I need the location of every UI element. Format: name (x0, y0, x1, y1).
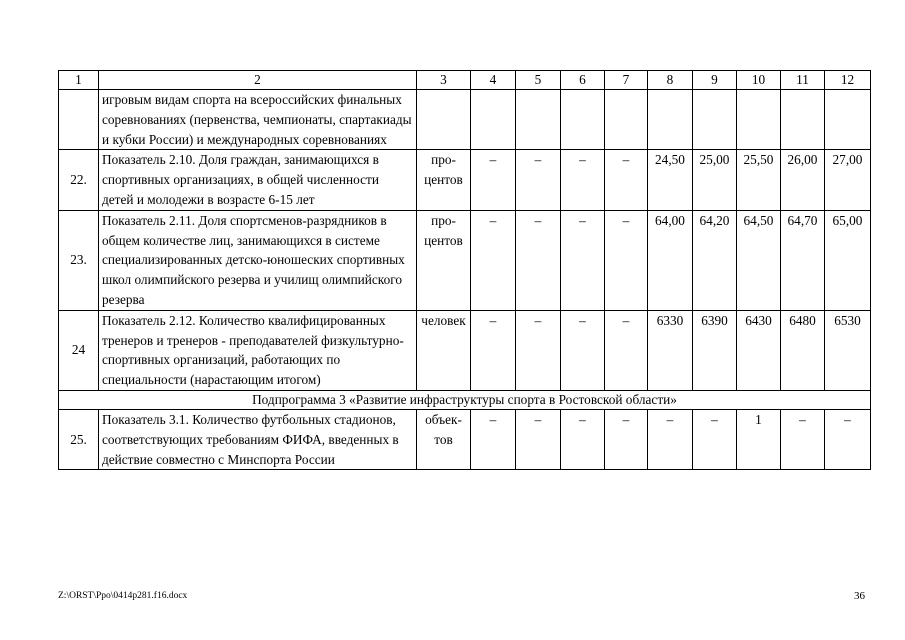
value-cell: – (605, 210, 648, 310)
value-cell: 64,50 (737, 210, 781, 310)
value-cell: 24,50 (648, 150, 693, 210)
value-cell: – (781, 409, 825, 469)
indicator-text: Показатель 2.10. Доля граждан, занимающихся в спортивных организациях, в общей численности детей и молодежи в возрасте 6-15 лет (99, 150, 417, 210)
value-cell: 6330 (648, 310, 693, 390)
table-row (59, 310, 871, 390)
value-cell (605, 90, 648, 150)
value-cell: – (471, 150, 516, 210)
value-cell (561, 90, 605, 150)
row-number: 23. (59, 210, 99, 310)
header-row (59, 71, 871, 90)
value-cell: – (605, 150, 648, 210)
value-cell: 25,50 (737, 150, 781, 210)
value-cell: – (471, 310, 516, 390)
value-cell: 64,20 (693, 210, 737, 310)
value-cell: 6480 (781, 310, 825, 390)
unit-cell: про-центов (417, 210, 471, 310)
value-cell: – (605, 409, 648, 469)
table-row (59, 90, 871, 150)
subprogram-title: Подпрограмма 3 «Развитие инфраструктуры спорта в Ростовской области» (59, 390, 871, 409)
file-path: Z:\ORST\Ppo\0414p281.f16.docx (58, 591, 188, 601)
header-cell: 2 (99, 71, 417, 90)
value-cell: – (516, 409, 561, 469)
indicator-text: Показатель 2.12. Количество квалифицированных тренеров и тренеров - преподавателей физкультурно-спортивных организаций, работающих по специальности (нарастающим итогом) (99, 310, 417, 390)
value-cell: 26,00 (781, 150, 825, 210)
indicator-text: игровым видам спорта на всероссийских финальных соревнованиях (первенства, чемпионаты, спартакиады и кубки России) и международных соревнованиях (99, 90, 417, 150)
value-cell: 64,70 (781, 210, 825, 310)
header-cell: 7 (605, 71, 648, 90)
indicator-text: Показатель 3.1. Количество футбольных стадионов, соответствующих требованиям ФИФА, введенных в действие совместно с Минспорта России (99, 409, 417, 469)
value-cell: – (693, 409, 737, 469)
value-cell: – (471, 210, 516, 310)
header-cell: 11 (781, 71, 825, 90)
value-cell: 64,00 (648, 210, 693, 310)
row-number: 25. (59, 409, 99, 469)
value-cell: 1 (737, 409, 781, 469)
value-cell: – (561, 310, 605, 390)
value-cell: – (561, 150, 605, 210)
header-cell: 5 (516, 71, 561, 90)
header-cell: 1 (59, 71, 99, 90)
header-cell: 9 (693, 71, 737, 90)
value-cell: – (471, 409, 516, 469)
value-cell: 27,00 (825, 150, 871, 210)
value-cell (781, 90, 825, 150)
row-number (59, 90, 99, 150)
value-cell (737, 90, 781, 150)
row-number: 22. (59, 150, 99, 210)
row-number: 24 (59, 310, 99, 390)
header-cell: 3 (417, 71, 471, 90)
value-cell (693, 90, 737, 150)
value-cell: 25,00 (693, 150, 737, 210)
value-cell: 6430 (737, 310, 781, 390)
unit-cell: про-центов (417, 150, 471, 210)
unit-cell (417, 90, 471, 150)
value-cell: 6390 (693, 310, 737, 390)
value-cell: – (561, 409, 605, 469)
unit-cell: человек (417, 310, 471, 390)
table-row (59, 150, 871, 210)
value-cell: 65,00 (825, 210, 871, 310)
table-row (59, 210, 871, 310)
value-cell: – (516, 310, 561, 390)
value-cell (471, 90, 516, 150)
header-cell: 8 (648, 71, 693, 90)
value-cell: – (516, 150, 561, 210)
value-cell: – (561, 210, 605, 310)
page-number: 36 (854, 590, 865, 602)
header-cell: 10 (737, 71, 781, 90)
table-row (59, 409, 871, 469)
value-cell: – (648, 409, 693, 469)
value-cell: – (516, 210, 561, 310)
header-cell: 6 (561, 71, 605, 90)
value-cell: – (605, 310, 648, 390)
indicator-table (58, 70, 871, 470)
value-cell (825, 90, 871, 150)
header-cell: 12 (825, 71, 871, 90)
value-cell: – (825, 409, 871, 469)
value-cell (516, 90, 561, 150)
indicator-text: Показатель 2.11. Доля спортсменов-разрядников в общем количестве лиц, занимающихся в системе специализированных детско-юношеских спортивных школ олимпийского резерва и училищ олимпийского резерва (99, 210, 417, 310)
subprogram-row (59, 390, 871, 409)
value-cell (648, 90, 693, 150)
header-cell: 4 (471, 71, 516, 90)
unit-cell: объек-тов (417, 409, 471, 469)
value-cell: 6530 (825, 310, 871, 390)
